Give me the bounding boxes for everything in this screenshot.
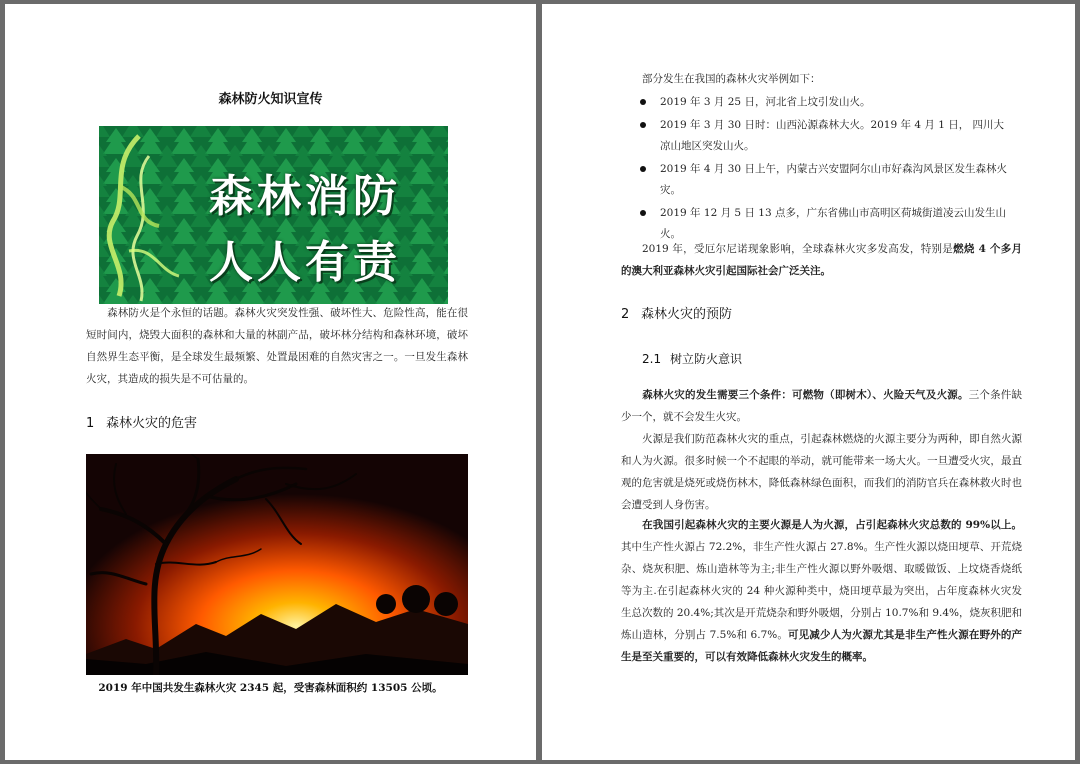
examples-lead-text: 部分发生在我国的森林火灾举例如下：: [642, 73, 821, 85]
banner-text-line-1: 森林消防: [209, 171, 401, 222]
list-item-text: 2019 年 3 月 25 日，河北省上坟引发山火。: [660, 96, 871, 108]
examples-lead: [642, 68, 1022, 90]
list-item-text: 2019 年 3 月 30 日时：山西沁源森林大火。2019 年 4 月 1 日， 四川大凉山地区突发山火。: [660, 119, 1005, 152]
intro-paragraph: [86, 302, 468, 390]
human-source-bold-text: 在我国引起森林火灾的主要火源是人为火源，占引起森林火灾总数的 99%以上。: [642, 519, 1022, 531]
forest-fire-illustration: [86, 454, 468, 675]
human-source-plain-text: 其中生产性火源占 72.2%，非生产性火源占 27.8%。生产性火源以烧田埂草、开荒烧杂、烧灰积肥、炼山造林等为主;非生产性火源以野外吸烟、取暖做饭、上坟烧香烧纸等为主.在引起森林火灾的 24 种火源种类中，烧田埂草最为突出，占年度森林火灾发生总次数的 20.4%;其次是开荒烧杂和野外吸烟，分别占 10.7%和 9.4%，烧灰积肥和炼山造林，分别占 7.5%和 6.7%。: [621, 541, 1022, 641]
subsection-title: 树立防火意识: [670, 352, 743, 366]
conditions-plain-text: 三个条件缺少一个，就不会发生火灾。: [621, 389, 1023, 423]
bullet-icon: [640, 166, 646, 172]
bullet-icon: [640, 210, 646, 216]
section-title: 森林火灾的预防: [641, 307, 733, 322]
conditions-paragraph: [621, 384, 1022, 428]
document-page-left: [5, 4, 536, 760]
photo-caption: 2019 年中国共发生森林火灾 2345 起，受害森林面积约 13505 公顷。: [98, 682, 443, 694]
section-number: 2: [621, 307, 630, 322]
bullet-icon: [640, 122, 646, 128]
intro-text: 森林防火是个永恒的话题。森林火灾突发性强、破坏性大、危险性高，能在很短时间内，烧毁大面积的森林和大量的林副产品，破坏林分结构和森林环境，破坏自然界生态平衡，是全球发生最频繁、处置最困难的自然灾害之一。一旦发生森林火灾，其造成的损失是不可估量的。: [86, 307, 468, 385]
fire-source-text-a: 火源是我们防范森林火灾的重点，引起森林燃烧的火源主要分为两种，即自然火源和人为火源。: [621, 433, 1022, 467]
conditions-bold-text: 森林火灾的发生需要三个条件：可燃物（即树木）、火险天气及火源。: [642, 389, 969, 401]
document-page-right: [542, 4, 1075, 760]
subsection-heading-2-1: [642, 350, 742, 367]
section-heading-2: [621, 303, 732, 322]
banner-text-line-2: 人人有责: [209, 237, 401, 288]
list-item: [640, 159, 1012, 201]
human-source-conclusion-text: 可见减少人为火源尤其是非生产性火源在野外的产生是至关重要的，可以有效降低森林火灾发生的概率。: [621, 629, 1022, 663]
fire-examples-list: [640, 92, 1012, 245]
document-title: 森林防火知识宣传: [218, 92, 323, 107]
human-source-paragraph: [621, 514, 1022, 668]
list-item-text: 2019 年 12 月 5 日 13 点多，广东省佛山市高明区荷城街道凌云山发生山火。: [660, 207, 1006, 240]
subsection-number: 2.1: [642, 352, 662, 366]
australia-bold-text: 燃烧 4 个多月的澳大利亚森林火灾引起国际社会广泛关注。: [621, 243, 1022, 277]
section-title: 森林火灾的危害: [106, 416, 198, 431]
australia-paragraph: [621, 238, 1022, 282]
list-item: [640, 92, 1012, 113]
fire-source-text-b: 很多时候一个不起眼的举动，就可能带来一场大火。一旦遭受火灾，最直观的危害就是烧死或烧伤林木，降低森林绿色面积，而我们的消防官兵在森林救火时也会遭受到人身伤害。: [621, 455, 1023, 511]
section-number: 1: [86, 416, 95, 431]
fire-source-paragraph: [621, 428, 1022, 516]
australia-plain-text: 2019 年，受厄尔尼诺现象影响，全球森林火灾多发高发，特别是: [642, 243, 954, 255]
list-item-text: 2019 年 4 月 30 日上午，内蒙古兴安盟阿尔山市好森沟风景区发生森林火灾。: [660, 163, 1007, 196]
forest-fire-photo: [86, 454, 468, 675]
section-heading-1: [86, 412, 197, 431]
bullet-icon: [640, 99, 646, 105]
list-item: [640, 115, 1012, 157]
forest-fire-banner-image: [99, 126, 448, 304]
